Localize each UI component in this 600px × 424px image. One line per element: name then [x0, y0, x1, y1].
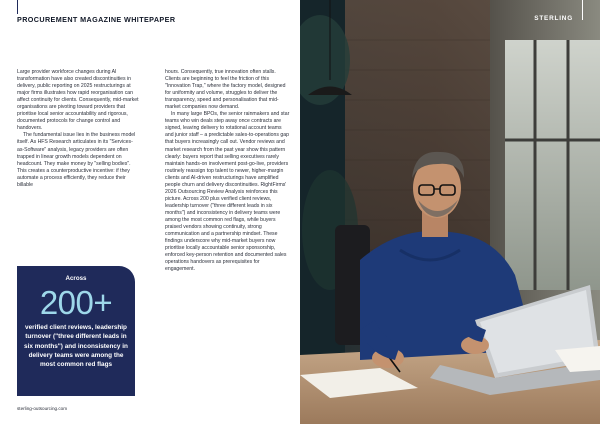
stat-number: 200+ — [39, 284, 113, 321]
paragraph: Large provider workforce changes during AI transformation have also created discontinuities in delivery, public reporting on 2025 restructurings at major firms illustrates how rapid reorganisation can affect continuity for clients. Consequently, mid-market organisations are pivoting toward providers that prioritise local senior accountability and rigorous, documented protocols for change control and handovers. — [17, 69, 139, 132]
paragraph: hours. Consequently, true innovation often stalls. Clients are beginning to feel the friction of this "Innovation Trap," where the factory model, designed for uniformity and volume, struggles to deliver the transparency, speed and personalisation that mid-market companies now demand. — [165, 69, 286, 111]
stat-lead: Across — [65, 275, 87, 282]
header-rule — [17, 0, 18, 14]
stat-description: verified client reviews, leadership turnover ("three different leads in six months") and inconsistency in delivery teams were among the most common red flags — [24, 324, 128, 369]
body-column-2 — [165, 69, 290, 273]
paragraph: The fundamental issue lies in the business model itself. As HFS Research articulates in its "Services-as-Software" analysis, legacy providers are often trapped in linear growth models dependent on headcount. They make money by "selling bodies". This creates a counterproductive incentive: if they automate a process efficiently, they reduce their billable — [17, 132, 136, 188]
paragraph: In many large BPOs, the senior rainmakers and star teams who win deals step away once contracts are signed, leaving delivery to rotational account teams and junior staff – a predictable sales-to-operations gap that buyers increasingly call out. Vendor reviews and market research from the past year show this pattern clearly: buyers report that selling executives rarely maintain hands-on involvement post-go-live, providers routinely reassign top talent to newer, higher-margin clients and AI-driven restructurings have amplified people churn and delivery discontinuities. RightFirms' 2026 Outsourcing Review Analysis reinforces this picture. Across 200 plus verified client reviews, leadership turnover ("three different leads in six months") and inconsistency in delivery teams were among the most common red flags, while buyers praised vendors showing continuity, strong communication and a partnership mindset. These findings underscore why mid-market buyers now prioritise locally accountable senior sponsorship, enforced key-person retention and documented sales operations handovers as prerequisites for engagement. — [165, 111, 290, 273]
magazine-title: PROCUREMENT MAGAZINE WHITEPAPER — [17, 15, 176, 24]
footer-url: sterling-outsourcing.com — [17, 406, 68, 411]
brand-logo: STERLING — [534, 15, 573, 22]
brand-rule — [582, 0, 583, 20]
stat-callout — [17, 266, 135, 396]
office-worker-photo — [300, 0, 600, 424]
body-column-1 — [17, 69, 139, 189]
right-page — [300, 0, 600, 424]
